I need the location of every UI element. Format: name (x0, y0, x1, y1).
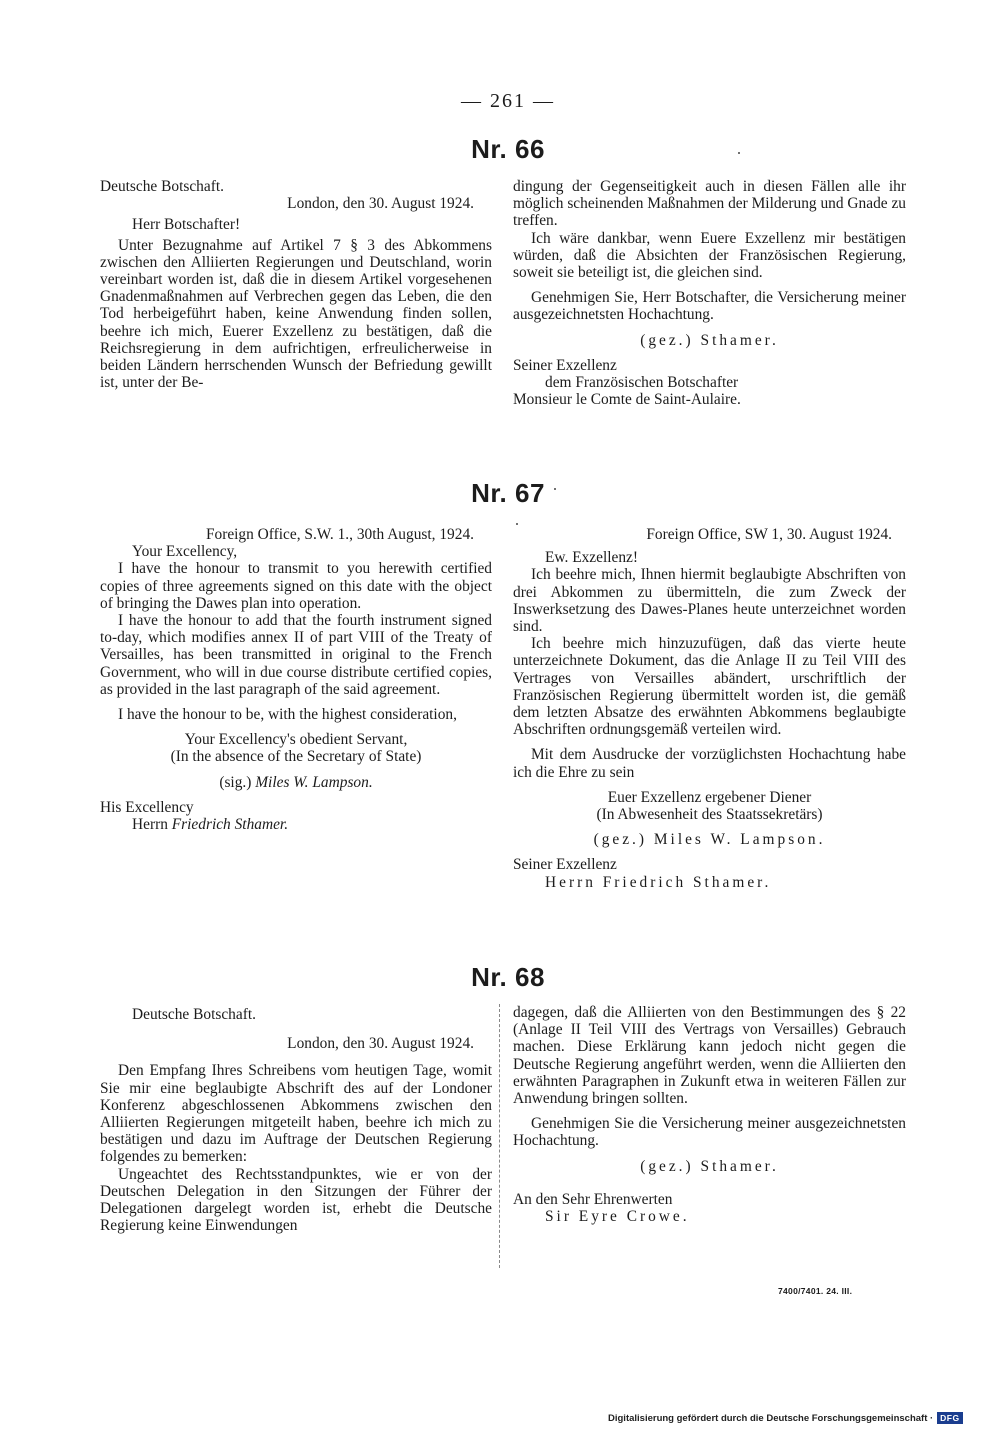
print-code: 7400/7401. 24. III. (778, 1286, 853, 1296)
nr67-signature-de: (gez.) Miles W. Lampson. (593, 831, 826, 849)
nr67-left-column (100, 526, 492, 833)
nr66-right-column (513, 178, 906, 408)
nr66-request: Ich wäre dankbar, wenn Euere Exzellenz mir bestätigen würden, daß die Absichten der Französischen Regierung, soweit sie beteiligt ist, die gleichen sind. (513, 229, 906, 282)
nr66-addressee-title: Seiner Exzellenz (513, 356, 617, 374)
dfg-logo: DFG (937, 1412, 962, 1424)
nr67-body-en-3: I have the honour to be, with the highest consideration, (118, 706, 457, 724)
column-divider (499, 1004, 500, 1268)
nr68-addressee-1: An den Sehr Ehrenwerten (513, 1190, 673, 1208)
nr66-addressee-role: dem Französischen Botschafter (545, 374, 739, 392)
nr68-body-1: Den Empfang Ihres Schreibens vom heutigen Tage, womit Sie mir eine beglaubigte Abschrift des auf der Londoner Konferenz abgeschlossenen Abkommens zwischen den Alliierten Regierungen mitgeteilt haben, beehre ich mich zu bestätigen und dazu im Auftrage der Deutschen Regierung folgendes zu bemerken: (100, 1062, 492, 1166)
nr68-place-date: London, den 30. August 1924. (287, 1035, 474, 1053)
digitization-footer (608, 1412, 963, 1424)
nr67-place-date-en: Foreign Office, S.W. 1., 30th August, 1924. (205, 526, 474, 543)
nr67-closing-en-2: (In the absence of the Secretary of State) (170, 748, 422, 766)
scan-speck (516, 523, 518, 525)
scan-speck (738, 152, 740, 154)
nr66-body-continued: dingung der Gegenseitigkeit auch in diesen Fällen alle ihr möglich scheinenden Maßnahmen der Milderung und Gnade zu treffen. (513, 178, 906, 230)
nr66-addressee-name: Monsieur le Comte de Saint-Aulaire. (513, 391, 741, 409)
nr67-addressee-de-1: Seiner Exzellenz (513, 856, 617, 874)
nr67-addressee-en-2 (100, 816, 492, 833)
nr68-signature: (gez.) Sthamer. (640, 1157, 779, 1175)
nr67-place-date-de: Foreign Office, SW 1, 30. August 1924. (646, 526, 892, 543)
nr67-addressee-en-name: Friedrich Sthamer. (171, 816, 289, 834)
document-heading-nr68: Nr. 68 (471, 962, 545, 992)
document-heading-nr66: Nr. 66 (471, 134, 545, 164)
nr67-body-de-3: Mit dem Ausdrucke der vorzüglichsten Hochachtung habe ich die Ehre zu sein (513, 746, 906, 781)
nr67-body-en-1: I have the honour to transmit to you herewith certified copies of three agreements signed on this date with the object of bringing the Dawes plan into operation. (100, 560, 492, 612)
nr68-body-2: Ungeachtet des Rechtsstandpunktes, wie er von der Deutschen Delegation in den Sitzungen der Führer der Delegationen dargelegt worden ist, erhebt die Deutsche Regierung keine Einwendungen (100, 1165, 492, 1235)
nr67-body-de-2: Ich beehre mich hinzuzufügen, daß das vierte heute unterzeichnete Dokument, das die Anlage II zu Teil VIII des Vertrages von Versailles abändert, urschriftlich der Französischen Regierung übermittelt worden ist, die gemäß dem letzten Absatze des erwähnten Abkommens beglaubigte Abschriften ordnungsgemäß verteilen wird. (513, 635, 906, 739)
nr67-addressee-en-1: His Excellency (100, 798, 194, 816)
nr66-left-column (100, 178, 492, 391)
nr66-signature: (gez.) Sthamer. (640, 331, 779, 349)
nr68-sender: Deutsche Botschaft. (132, 1006, 256, 1023)
nr67-addressee-de-2: Herrn Friedrich Sthamer. (545, 873, 772, 891)
nr66-body: Unter Bezugnahme auf Artikel 7 § 3 des Abkommens zwischen den Alliierten Regierungen und Deutschland, worin vereinbart worden ist, daß die in diesem Artikel vorgesehenen Gnadenmaßnahmen auf Verbrechen gegen das Leben, die den Tod herbeigeführt haben, keine Anwendung finden sollen, beehre ich mich, Euerer Exzellenz zu bestätigen, daß die Reichsregierung in dem aufrichtigen, erfreulicherweise in beiden Ländern herrschenden Wunsch der Befriedung gewillt ist, unter der Be- (100, 236, 492, 392)
nr67-body-de-1: Ich beehre mich, Ihnen hiermit beglaubigte Abschriften von drei Abkommen zu übermitteln, die zum Zweck der Inswerksetzung des Dawes-Planes heute unterzeichnet worden sind. (513, 566, 906, 636)
nr67-salutation-de: Ew. Exzellenz! (545, 549, 639, 567)
nr66-salutation: Herr Botschafter! (132, 216, 241, 234)
nr67-sig-prefix: (sig.) (219, 773, 252, 791)
nr66-place-date: London, den 30. August 1924. (287, 195, 474, 213)
nr66-closing: Genehmigen Sie, Herr Botschafter, die Versicherung meiner ausgezeichnetsten Hochachtung. (513, 289, 906, 324)
nr67-body-en-2: I have the honour to add that the fourth instrument signed to-day, which modifies annex II of part VIII of the Treaty of Versailles, has been transmitted in original to the French Government, who will in due course distribute certified copies, as provided in the last paragraph of the said agreement. (100, 612, 492, 698)
nr68-addressee-2: Sir Eyre Crowe. (545, 1208, 690, 1226)
nr68-body-continued: dagegen, daß die Alliierten von den Bestimmungen des § 22 (Anlage II Teil VIII des Vertrags von Versailles) Gebrauch machen. Diese Erklärung kann jedoch nicht gegen die Deutsche Regierung angeführt werden, wenn die Alliierten den erwähnten Paragraphen in Zukunft etwa in weiteren Fällen zur Anwendung bringen sollten. (513, 1004, 906, 1108)
nr66-sender: Deutsche Botschaft. (100, 178, 224, 195)
nr67-salutation-en: Your Excellency, (132, 543, 238, 561)
nr68-left-column (100, 1006, 492, 1234)
nr67-closing-de-1: Euer Exzellenz ergebener Diener (607, 788, 812, 806)
scan-speck (554, 488, 556, 490)
document-heading-nr67: Nr. 67 (471, 478, 545, 508)
nr67-right-column (513, 526, 906, 891)
nr68-right-column (513, 1004, 906, 1225)
nr67-sig-name: Miles W. Lampson. (255, 773, 373, 791)
page-number: — 261 — (461, 90, 555, 112)
footer-text: Digitalisierung gefördert durch die Deutsche Forschungsgemeinschaft · (608, 1412, 934, 1424)
nr67-closing-de-2: (In Abwesenheit des Staatssekretärs) (596, 806, 823, 824)
nr67-addressee-en-prefix: Herrn (132, 816, 168, 834)
nr68-closing: Genehmigen Sie die Versicherung meiner ausgezeichnetsten Hochachtung. (513, 1115, 906, 1150)
nr67-signature-en (100, 774, 492, 791)
nr67-closing-en-1: Your Excellency's obedient Servant, (184, 731, 408, 749)
